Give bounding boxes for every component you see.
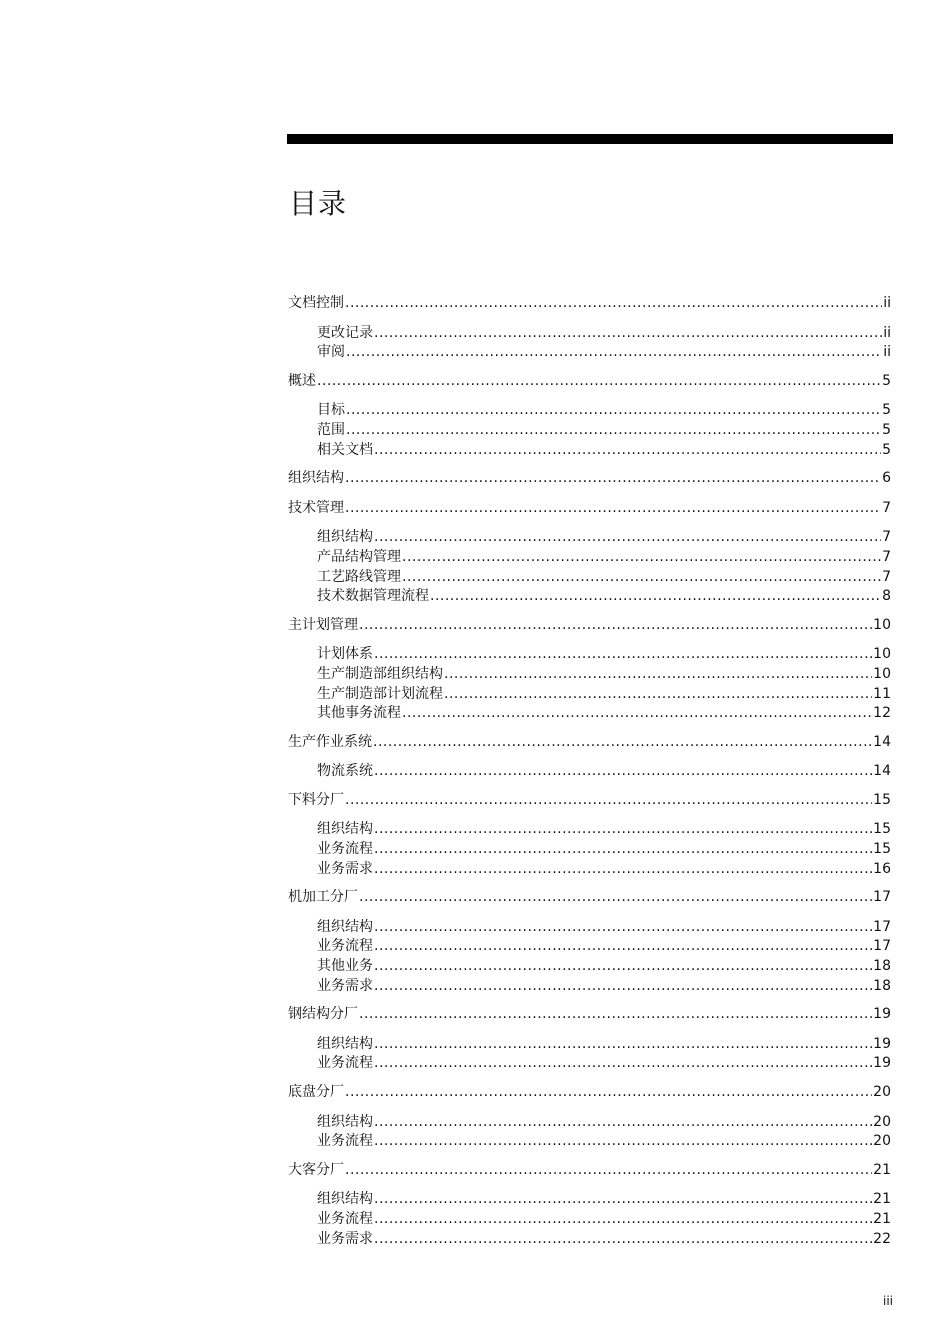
dot-leader	[374, 840, 872, 860]
toc-entry-page: 19	[873, 1035, 891, 1052]
toc-entry-label: 相关文档	[317, 441, 373, 458]
toc-entry-label: 组织结构	[317, 918, 373, 935]
toc-section	[288, 1161, 891, 1249]
toc-entry[interactable]	[288, 499, 891, 519]
toc-entry-page: 14	[873, 763, 891, 780]
dot-leader	[373, 733, 872, 753]
table-of-contents	[288, 294, 891, 1258]
dot-leader	[374, 918, 872, 938]
dot-leader	[444, 685, 872, 705]
toc-entry-label: 产品结构管理	[317, 548, 401, 565]
dot-leader	[402, 568, 881, 588]
toc-entry[interactable]	[288, 791, 891, 811]
toc-entry[interactable]	[288, 733, 891, 753]
dot-leader	[374, 1054, 872, 1074]
dot-leader	[374, 860, 872, 880]
toc-subentry[interactable]	[288, 820, 891, 840]
dot-leader	[374, 957, 872, 977]
dot-leader	[345, 294, 882, 314]
toc-subentry[interactable]	[288, 528, 891, 548]
dot-leader	[346, 401, 881, 421]
toc-entry-label: 目标	[317, 402, 345, 419]
toc-entry-page: 17	[873, 938, 891, 955]
toc-subentry[interactable]	[288, 860, 891, 880]
toc-subentry[interactable]	[288, 1054, 891, 1074]
dot-leader	[374, 762, 872, 782]
toc-entry-label: 生产制造部组织结构	[317, 665, 443, 682]
toc-entry-page: 17	[873, 918, 891, 935]
toc-entry-page: 20	[873, 1084, 891, 1100]
toc-entry[interactable]	[288, 888, 891, 908]
dot-leader	[359, 888, 872, 908]
toc-entry-label: 大客分厂	[288, 1161, 344, 1178]
dot-leader	[374, 1132, 872, 1152]
toc-entry-page: 5	[882, 441, 891, 458]
toc-entry-page: 14	[873, 733, 891, 750]
toc-subentry[interactable]	[288, 645, 891, 665]
toc-entry-page: 7	[882, 548, 891, 565]
toc-subentry[interactable]	[288, 685, 891, 705]
toc-entry-label: 工艺路线管理	[317, 568, 401, 585]
toc-entry-page: ii	[883, 344, 891, 361]
toc-entry-page: 7	[882, 568, 891, 585]
dot-leader	[430, 587, 881, 607]
toc-section	[288, 888, 891, 996]
toc-entry-page: 12	[873, 705, 891, 722]
toc-entry-page: 10	[873, 646, 891, 663]
toc-entry-label: 组织结构	[317, 1113, 373, 1130]
toc-subentry[interactable]	[288, 840, 891, 860]
toc-entry-page: 20	[873, 1133, 891, 1150]
toc-entry-label: 业务需求	[317, 977, 373, 994]
toc-subentry[interactable]	[288, 704, 891, 724]
toc-entry-page: ii	[883, 295, 891, 311]
toc-entry[interactable]	[288, 469, 891, 489]
toc-entry-page: 21	[873, 1161, 891, 1178]
toc-entry[interactable]	[288, 1083, 891, 1103]
toc-entry[interactable]	[288, 616, 891, 636]
toc-entry-page: 17	[873, 889, 891, 906]
toc-entry-page: 22	[873, 1230, 891, 1247]
toc-entry-page: 15	[873, 841, 891, 858]
toc-entry-page: 16	[873, 860, 891, 877]
toc-entry-label: 组织结构	[288, 470, 344, 487]
toc-subentry[interactable]	[288, 343, 891, 363]
toc-entry-page: 19	[873, 1055, 891, 1072]
toc-subentry[interactable]	[288, 1210, 891, 1230]
toc-entry-label: 生产作业系统	[288, 733, 372, 750]
toc-section	[288, 616, 891, 724]
toc-entry-label: 其他业务	[317, 958, 373, 975]
toc-section	[288, 294, 891, 363]
header-rule	[287, 134, 893, 144]
dot-leader	[374, 1035, 872, 1055]
toc-section	[288, 372, 891, 460]
toc-subentry[interactable]	[288, 1230, 891, 1250]
toc-entry-label: 组织结构	[317, 529, 373, 546]
toc-entry-label: 更改记录	[317, 324, 373, 341]
toc-entry-label: 概述	[288, 372, 316, 389]
toc-entry-label: 业务流程	[317, 938, 373, 955]
toc-entry-label: 底盘分厂	[288, 1084, 344, 1100]
dot-leader	[359, 616, 872, 636]
toc-section	[288, 1005, 891, 1074]
toc-entry-label: 业务流程	[317, 1133, 373, 1150]
dot-leader	[374, 820, 872, 840]
toc-entry[interactable]	[288, 372, 891, 392]
toc-subentry[interactable]	[288, 1190, 891, 1210]
toc-subentry[interactable]	[288, 762, 891, 782]
toc-entry-label: 机加工分厂	[288, 889, 358, 906]
dot-leader	[374, 528, 881, 548]
toc-entry-page: 15	[873, 791, 891, 808]
toc-section	[288, 499, 891, 607]
toc-entry-page: 5	[882, 372, 891, 389]
dot-leader	[374, 1230, 872, 1250]
toc-entry-label: 组织结构	[317, 1191, 373, 1208]
toc-subentry[interactable]	[288, 1035, 891, 1055]
toc-section	[288, 733, 891, 782]
toc-entry-label: 主计划管理	[288, 616, 358, 633]
toc-entry-page: 11	[873, 685, 891, 702]
dot-leader	[374, 1210, 872, 1230]
toc-entry-label: 组织结构	[317, 821, 373, 838]
toc-subentry[interactable]	[288, 421, 891, 441]
toc-entry-label: 钢结构分厂	[288, 1006, 358, 1023]
dot-leader	[317, 372, 881, 392]
toc-entry-label: 技术数据管理流程	[317, 588, 429, 605]
toc-entry-label: 业务需求	[317, 1230, 373, 1247]
dot-leader	[359, 1005, 872, 1025]
toc-entry-label: 组织结构	[317, 1035, 373, 1052]
dot-leader	[345, 1161, 872, 1181]
toc-entry-page: 7	[882, 529, 891, 546]
dot-leader	[402, 548, 881, 568]
toc-entry-label: 业务流程	[317, 1055, 373, 1072]
toc-entry-page: 10	[873, 616, 891, 633]
toc-section	[288, 791, 891, 879]
toc-entry-label: 业务需求	[317, 860, 373, 877]
dot-leader	[374, 645, 872, 665]
toc-entry-label: 业务流程	[317, 841, 373, 858]
dot-leader	[345, 1083, 872, 1103]
toc-entry-page: 5	[882, 402, 891, 419]
toc-entry-label: 范围	[317, 421, 345, 438]
dot-leader	[346, 421, 881, 441]
toc-entry-page: 15	[873, 821, 891, 838]
toc-entry[interactable]	[288, 294, 891, 314]
dot-leader	[374, 324, 882, 344]
dot-leader	[374, 977, 872, 997]
toc-subentry[interactable]	[288, 1132, 891, 1152]
dot-leader	[345, 469, 881, 489]
toc-subentry[interactable]	[288, 441, 891, 461]
toc-entry-page: 5	[882, 421, 891, 438]
dot-leader	[374, 937, 872, 957]
toc-entry-page: 18	[873, 958, 891, 975]
toc-entry-label: 审阅	[317, 344, 345, 361]
toc-entry[interactable]	[288, 1161, 891, 1181]
toc-entry-page: 21	[873, 1210, 891, 1227]
dot-leader	[444, 665, 872, 685]
toc-section	[288, 469, 891, 489]
toc-section	[288, 1083, 891, 1152]
toc-entry-label: 其他事务流程	[317, 705, 401, 722]
toc-entry-page: ii	[883, 324, 891, 341]
dot-leader	[345, 499, 881, 519]
toc-entry-page: 8	[882, 588, 891, 605]
toc-subentry[interactable]	[288, 568, 891, 588]
toc-subentry[interactable]	[288, 937, 891, 957]
toc-subentry[interactable]	[288, 977, 891, 997]
toc-subentry[interactable]	[288, 1113, 891, 1133]
dot-leader	[374, 1113, 872, 1133]
toc-entry-page: 19	[873, 1006, 891, 1023]
toc-subentry[interactable]	[288, 324, 891, 344]
toc-entry-page: 7	[882, 499, 891, 516]
toc-entry-label: 计划体系	[317, 646, 373, 663]
toc-entry-label: 文档控制	[288, 295, 344, 311]
dot-leader	[402, 704, 872, 724]
page-number: iii	[882, 1294, 893, 1308]
dot-leader	[374, 1190, 872, 1210]
dot-leader	[374, 441, 881, 461]
toc-entry-page: 21	[873, 1191, 891, 1208]
toc-entry-label: 业务流程	[317, 1210, 373, 1227]
toc-subentry[interactable]	[288, 587, 891, 607]
toc-entry[interactable]	[288, 1005, 891, 1025]
toc-entry-page: 6	[882, 470, 891, 487]
toc-subentry[interactable]	[288, 957, 891, 977]
toc-entry-label: 下料分厂	[288, 791, 344, 808]
toc-subentry[interactable]	[288, 665, 891, 685]
dot-leader	[346, 343, 882, 363]
dot-leader	[345, 791, 872, 811]
toc-entry-page: 10	[873, 665, 891, 682]
toc-entry-page: 18	[873, 977, 891, 994]
toc-entry-label: 物流系统	[317, 763, 373, 780]
toc-entry-label: 技术管理	[288, 499, 344, 516]
toc-subentry[interactable]	[288, 548, 891, 568]
toc-subentry[interactable]	[288, 918, 891, 938]
page-title: 目录	[289, 187, 348, 220]
toc-entry-page: 20	[873, 1113, 891, 1130]
toc-entry-label: 生产制造部计划流程	[317, 685, 443, 702]
toc-subentry[interactable]	[288, 401, 891, 421]
